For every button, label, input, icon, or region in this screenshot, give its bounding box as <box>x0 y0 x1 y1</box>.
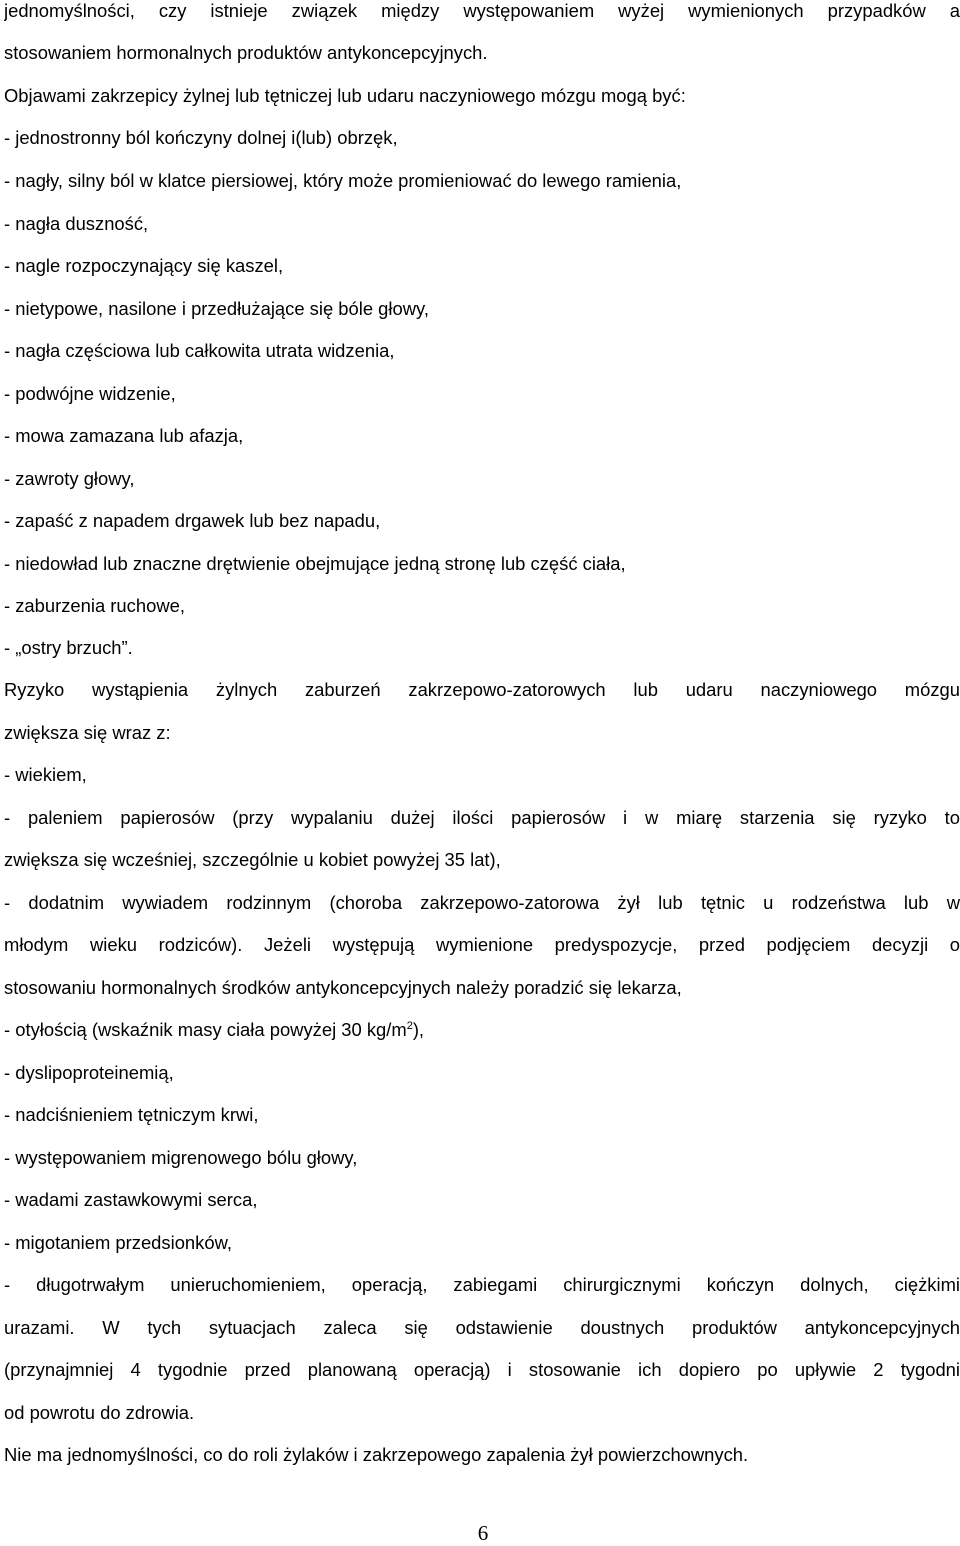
text-line: stosowaniu hormonalnych środków antykoncepcyjnych należy poradzić się lekarza, <box>4 977 682 998</box>
page-number: 6 <box>477 1521 489 1545</box>
list-item: - „ostry brzuch”. <box>4 637 133 658</box>
bmi-suffix: ), <box>412 1019 425 1040</box>
text-line: od powrotu do zdrowia. <box>4 1402 195 1423</box>
list-item: - zaburzenia ruchowe, <box>4 595 185 616</box>
list-item: - występowaniem migrenowego bólu głowy, <box>4 1147 358 1168</box>
text-line: młodym wieku rodziców). Jeżeli występują wymienione predyspozycje, przed podjęciem decyzji o <box>4 934 960 955</box>
list-item <box>4 1019 960 1041</box>
text-line: Ryzyko wystąpienia żylnych zaburzeń zakrzepowo-zatorowych lub udaru naczyniowego mózgu <box>4 679 960 700</box>
text-line: (przynajmniej 4 tygodnie przed planowaną operacją) i stosowanie ich dopiero po upływie 2 tygodni <box>4 1359 960 1380</box>
list-item: - zawroty głowy, <box>4 468 135 489</box>
list-item: - wiekiem, <box>4 764 87 785</box>
list-item: - nagle rozpoczynający się kaszel, <box>4 255 284 276</box>
text-line: stosowaniem hormonalnych produktów antykoncepcyjnych. <box>4 42 488 63</box>
text-line: Nie ma jednomyślności, co do roli żylaków i zakrzepowego zapalenia żył powierzchownych. <box>4 1444 749 1465</box>
list-item: - niedowład lub znaczne drętwienie obejmujące jedną stronę lub część ciała, <box>4 553 626 574</box>
list-item: - podwójne widzenie, <box>4 383 176 404</box>
list-item: - nagła duszność, <box>4 213 149 234</box>
list-item: - nagły, silny ból w klatce piersiowej, który może promieniować do lewego ramienia, <box>4 170 682 191</box>
text-line: zwiększa się wcześniej, szczególnie u kobiet powyżej 35 lat), <box>4 849 501 870</box>
list-item: - dodatnim wywiadem rodzinnym (choroba zakrzepowo-zatorowa żył lub tętnic u rodzeństwa lub w <box>4 892 960 913</box>
list-item: - paleniem papierosów (przy wypalaniu dużej ilości papierosów i w miarę starzenia się ryzyko to <box>4 807 960 828</box>
list-item: - wadami zastawkowymi serca, <box>4 1189 258 1210</box>
list-item: - nadciśnieniem tętniczym krwi, <box>4 1104 259 1125</box>
list-item: - długotrwałym unieruchomieniem, operacją, zabiegami chirurgicznymi kończyn dolnych, ciężkimi <box>4 1274 960 1295</box>
text-line: zwiększa się wraz z: <box>4 722 171 743</box>
list-item: - nietypowe, nasilone i przedłużające się bóle głowy, <box>4 298 429 319</box>
list-item: - mowa zamazana lub afazja, <box>4 425 244 446</box>
list-item: - migotaniem przedsionków, <box>4 1232 232 1253</box>
text-line: urazami. W tych sytuacjach zaleca się odstawienie doustnych produktów antykoncepcyjnych <box>4 1317 960 1338</box>
text-line: jednomyślności, czy istnieje związek między występowaniem wyżej wymienionych przypadków a <box>4 0 960 21</box>
list-item: - jednostronny ból kończyny dolnej i(lub) obrzęk, <box>4 127 398 148</box>
bmi-superscript: 2 <box>406 1020 413 1032</box>
list-item: - nagła częściowa lub całkowita utrata widzenia, <box>4 340 395 361</box>
list-item: - dyslipoproteinemią, <box>4 1062 174 1083</box>
bmi-text: - otyłością (wskaźnik masy ciała powyżej 30 kg/m <box>4 1019 407 1040</box>
text-line: Objawami zakrzepicy żylnej lub tętniczej lub udaru naczyniowego mózgu mogą być: <box>4 85 686 106</box>
list-item: - zapaść z napadem drgawek lub bez napadu, <box>4 510 381 531</box>
